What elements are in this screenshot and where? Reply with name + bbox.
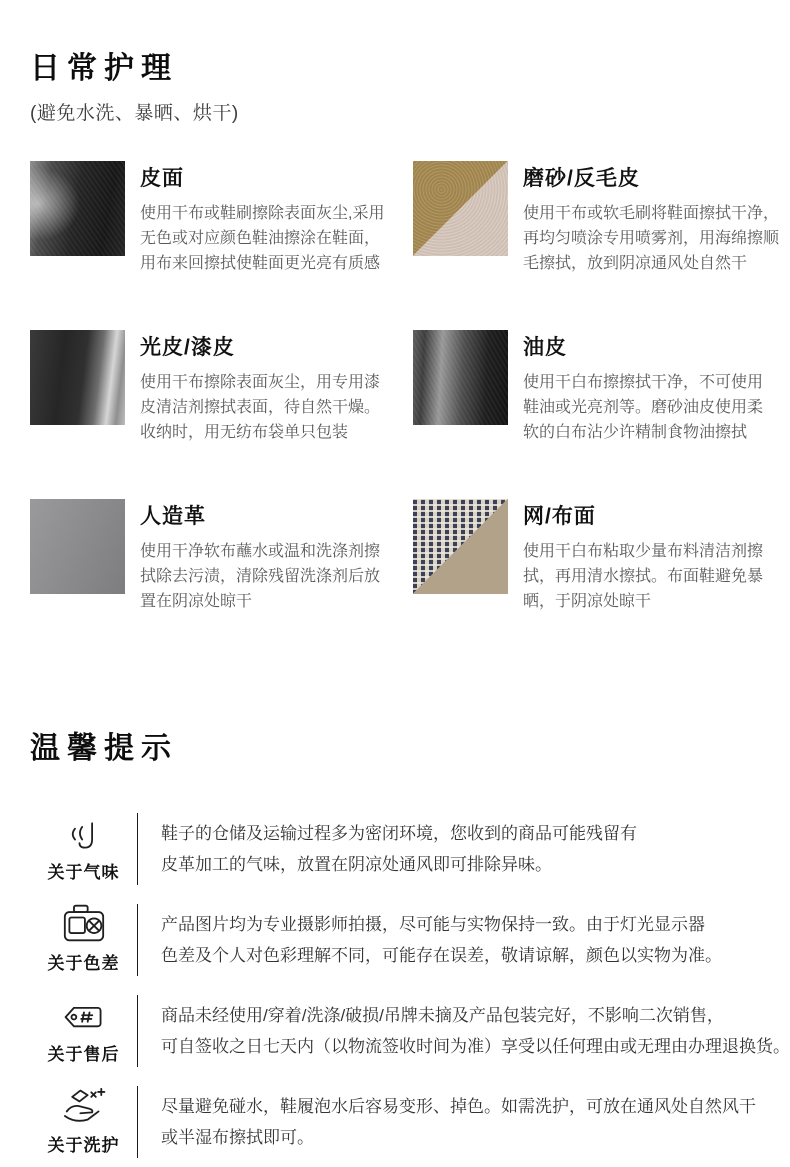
daily-care-section bbox=[30, 52, 780, 614]
care-item-title: 磨砂/反毛皮 bbox=[523, 167, 640, 190]
dark-leather-swatch bbox=[30, 161, 125, 256]
daily-care-title: 日常护理 bbox=[30, 52, 178, 85]
care-item-title: 光皮/漆皮 bbox=[140, 336, 235, 359]
tip-label: 关于色差 bbox=[47, 953, 120, 973]
care-item-synthetic bbox=[30, 499, 392, 614]
tip-divider bbox=[137, 904, 138, 976]
tips-list bbox=[30, 803, 790, 1167]
care-item-title: 油皮 bbox=[523, 336, 567, 359]
care-item-title: 网/布面 bbox=[523, 505, 596, 528]
tip-text: 商品未经使用/穿着/洗涤/破损/吊牌未摘及产品包装完好，不影响二次销售， 可自签收之日七天内（以物流签收时间为准）享受以任何理由或无理由办理退换货。 bbox=[161, 1005, 790, 1056]
tip-label: 关于气味 bbox=[47, 862, 120, 882]
tip-divider bbox=[137, 813, 138, 885]
care-item-desc: 使用干白布粘取少量布料清洁剂擦 拭，再用清水擦拭。布面鞋避免暴 晒，于阴凉处晾干 bbox=[523, 543, 764, 610]
care-item-title: 人造革 bbox=[140, 505, 206, 528]
care-item-suede bbox=[413, 161, 780, 276]
price-tag-icon bbox=[61, 997, 107, 1035]
tips-section bbox=[30, 732, 790, 1167]
care-item-desc: 使用干布擦除表面灰尘，用专用漆 皮清洁剂擦拭表面，待自然干燥。 收纳时，用无纺布袋单只包装 bbox=[140, 374, 381, 441]
camera-icon bbox=[61, 906, 107, 944]
daily-care-subtitle: (避免水洗、暴晒、烘干) bbox=[30, 103, 239, 124]
tips-title: 温馨提示 bbox=[30, 732, 178, 765]
tip-label: 关于洗护 bbox=[47, 1135, 120, 1155]
care-grid bbox=[30, 161, 780, 614]
patent-leather-swatch bbox=[30, 330, 125, 425]
care-item-desc: 使用干布或鞋刷擦除表面灰尘,采用 无色或对应颜色鞋油擦涂在鞋面， 用布来回擦拭使鞋面更光亮有质感 bbox=[140, 205, 385, 272]
tip-divider bbox=[137, 1086, 138, 1158]
care-item-desc: 使用干净软布蘸水或温和洗涤剂擦 拭除去污渍，清除残留洗涤剂后放 置在阴凉处晾干 bbox=[140, 543, 381, 610]
care-item-oiled bbox=[413, 330, 775, 445]
tip-text: 鞋子的仓储及运输过程多为密闭环境，您收到的商品可能残留有 皮革加工的气味，放置在阴凉处通风即可排除异味。 bbox=[161, 823, 637, 874]
nose-smell-icon bbox=[62, 815, 106, 853]
care-item-title: 皮面 bbox=[140, 167, 184, 190]
tip-text: 产品图片均为专业摄影师拍摄，尽可能与实物保持一致。由于灯光显示器 色差及个人对色彩理解不同，可能存在误差，敬请谅解，颜色以实物为准。 bbox=[161, 914, 722, 965]
care-item-leather bbox=[30, 161, 392, 276]
tip-label: 关于售后 bbox=[47, 1044, 120, 1064]
care-item-patent bbox=[30, 330, 392, 445]
mesh-fabric-swatch bbox=[413, 499, 508, 594]
tip-row-aftersales bbox=[30, 985, 790, 1076]
tip-row-color bbox=[30, 894, 760, 985]
tip-text: 尽量避免碰水，鞋履泡水后容易变形、掉色。如需洗护，可放在通风处自然风干 或半湿布擦拭即可。 bbox=[161, 1096, 756, 1147]
synthetic-leather-swatch bbox=[30, 499, 125, 594]
tip-row-washing bbox=[30, 1076, 760, 1167]
tip-row-odor bbox=[30, 803, 760, 894]
care-item-desc: 使用干布或软毛刷将鞋面擦拭干净， 再均匀喷涂专用喷雾剂，用海绵擦顺 毛擦拭，放到阴凉通风处自然干 bbox=[523, 205, 780, 272]
care-item-mesh bbox=[413, 499, 775, 614]
care-item-desc: 使用干白布擦擦拭干净，不可使用 鞋油或光亮剂等。磨砂油皮使用柔 软的白布沾少许精制食物油擦拭 bbox=[523, 374, 764, 441]
tip-divider bbox=[137, 995, 138, 1067]
hand-wash-icon bbox=[61, 1088, 107, 1126]
suede-split-swatch bbox=[413, 161, 508, 256]
oiled-leather-swatch bbox=[413, 330, 508, 425]
